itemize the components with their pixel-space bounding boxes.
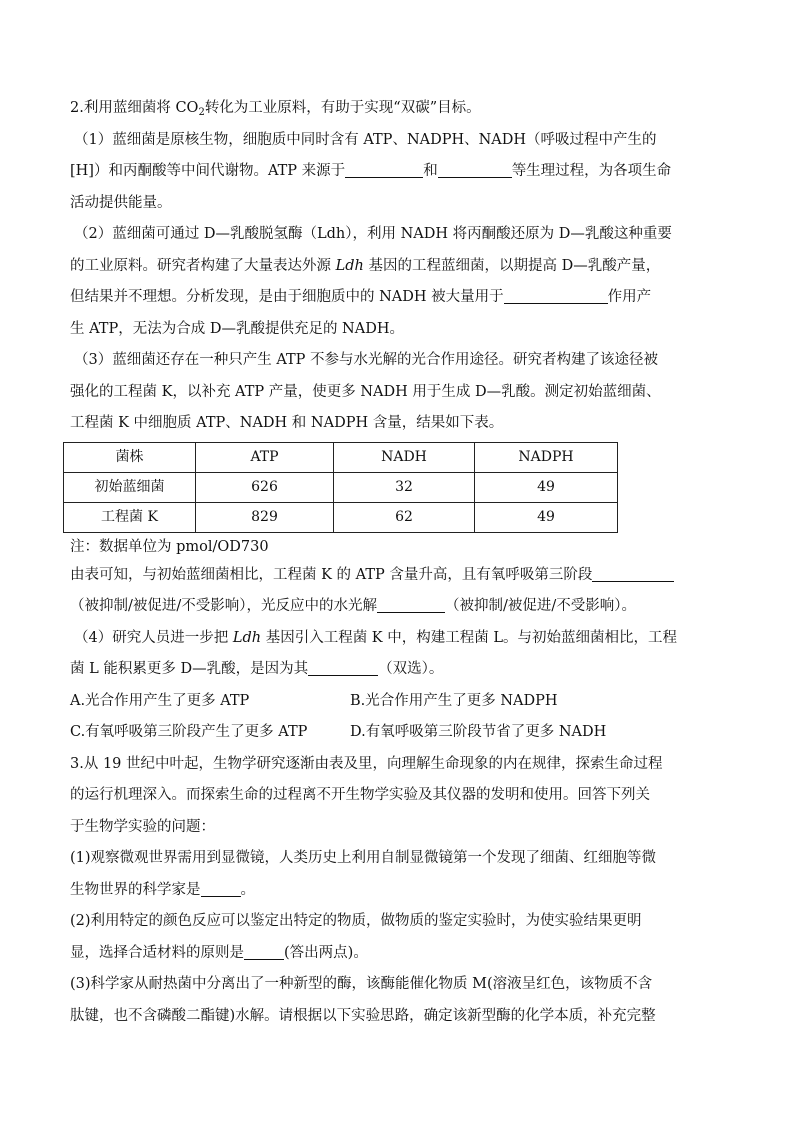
- q2-part2-line3: 但结果并不理想。分析发现，是由于细胞质中的 NADH 被大量用于 作用产: [70, 282, 726, 314]
- table-cell: 626: [196, 472, 334, 502]
- q3-sub1-line2: 生物世界的科学家是 。: [70, 875, 726, 907]
- table-cell: 62: [334, 502, 475, 532]
- table-header-cell: NADH: [334, 442, 475, 472]
- table-cell: 工程菌 K: [64, 502, 196, 532]
- choices-row-1: [70, 686, 726, 718]
- answer-blank[interactable]: [201, 878, 241, 897]
- table-cell: 初始蓝细菌: [64, 472, 196, 502]
- choice-b: B.光合作用产生了更多 NADPH: [350, 692, 558, 709]
- q2-part3-line5: （被抑制/被促进/不受影响），光反应中的水光解 （被抑制/被促进/不受影响）。: [70, 591, 726, 623]
- q2-part3-line2: 强化的工程菌 K，以补充 ATP 产量，使更多 NADH 用于生成 D—乳酸。测定初始蓝细菌、: [70, 383, 661, 400]
- table-header-cell: ATP: [196, 442, 334, 472]
- q2-part1-line1: （1）蓝细菌是原核生物，细胞质中同时含有 ATP、NADPH、NADH（呼吸过程中产生的: [74, 131, 657, 148]
- document-page: [70, 93, 726, 1032]
- table-note: 注：数据单位为 pmol/OD730: [70, 538, 269, 555]
- answer-blank[interactable]: [592, 563, 674, 582]
- q2-part2-line2: 的工业原料。研究者构建了大量表达外源 Ldh 基因的工程蓝细菌，以期提高 D—乳酸产量，: [70, 257, 661, 274]
- q3-sub1-line1: (1)观察微观世界需用到显微镜，人类历史上利用自制显微镜第一个发现了细菌、红细胞等微: [70, 850, 657, 866]
- q3-sub3-line2: 肽键，也不含磷酸二酯键)水解。请根据以下实验思路，确定该新型酶的化学本质，补充完整: [70, 1007, 656, 1024]
- choices-row-2: [70, 717, 726, 749]
- table-header-cell: NADPH: [475, 442, 618, 472]
- choice-a: A.光合作用产生了更多 ATP: [70, 692, 250, 709]
- table-cell: 829: [196, 502, 334, 532]
- results-table: [63, 442, 618, 533]
- q3-stem-line3: 于生物学实验的问题：: [70, 818, 215, 835]
- answer-blank[interactable]: [438, 159, 512, 178]
- q2-part4-line1: （4）研究人员进一步把 Ldh 基因引入工程菌 K 中，构建工程菌 L。与初始蓝细菌相比，工程: [74, 629, 677, 646]
- q2-part1-line2: [H]）和丙酮酸等中间代谢物。ATP 来源于 和 等生理过程，为各项生命: [70, 156, 726, 188]
- answer-blank[interactable]: [345, 159, 423, 178]
- q2-part3-line3: 工程菌 K 中细胞质 ATP、NADH 和 NADPH 含量，结果如下表。: [70, 415, 504, 431]
- table-cell: 32: [334, 472, 475, 502]
- answer-blank[interactable]: [504, 285, 608, 304]
- q3-stem-line1: 3.从 19 世纪中叶起，生物学研究逐渐由表及里，向理解生命现象的内在规律，探索生命过程: [70, 755, 663, 772]
- q2-part3-line1: （3）蓝细菌还存在一种只产生 ATP 不参与水光解的光合作用途径。研究者构建了该途径被: [74, 352, 659, 368]
- q3-sub2-line1: (2)利用特定的颜色反应可以鉴定出特定的物质，做物质的鉴定实验时，为使实验结果更明: [70, 913, 642, 929]
- q2-part2-line1: （2）蓝细菌可通过 D—乳酸脱氢酶（Ldh），利用 NADH 将丙酮酸还原为 D—乳酸这种重要: [74, 226, 672, 242]
- table-cell: 49: [475, 502, 618, 532]
- q3-sub2-line2: 显，选择合适材料的原则是 (答出两点)。: [70, 938, 726, 970]
- answer-blank[interactable]: [377, 594, 445, 613]
- table-header-row: [64, 442, 618, 472]
- q2-part2-line4: 生 ATP，无法为合成 D—乳酸提供充足的 NADH。: [70, 320, 404, 337]
- answer-blank[interactable]: [244, 941, 284, 960]
- choice-d: D.有氧呼吸第三阶段节省了更多 NADH: [350, 724, 607, 740]
- table-row: [64, 472, 618, 502]
- q2-part3-line4: 由表可知，与初始蓝细菌相比，工程菌 K 的 ATP 含量升高，且有氧呼吸第三阶段: [70, 560, 726, 592]
- choice-c: C.有氧呼吸第三阶段产生了更多 ATP: [70, 724, 308, 740]
- q2-part1-line3: 活动提供能量。: [70, 194, 172, 211]
- table-row: [64, 502, 618, 532]
- q2-part4-line2: 菌 L 能积累更多 D—乳酸，是因为其 （双选）。: [70, 654, 726, 686]
- table-cell: 49: [475, 472, 618, 502]
- answer-blank[interactable]: [308, 657, 378, 676]
- q2-stem: 2.利用蓝细菌将 $CO_2$转化为工业原料，有助于实现“双碳”目标。: [70, 100, 481, 118]
- table-header-cell: 菌株: [64, 442, 196, 472]
- q3-sub3-line1: (3)科学家从耐热菌中分离出了一种新型的酶，该酶能催化物质 M(溶液呈红色，该物质不含: [70, 976, 653, 992]
- q3-stem-line2: 的运行机理深入。而探索生命的过程离不开生物学实验及其仪器的发明和使用。回答下列关: [70, 787, 650, 803]
